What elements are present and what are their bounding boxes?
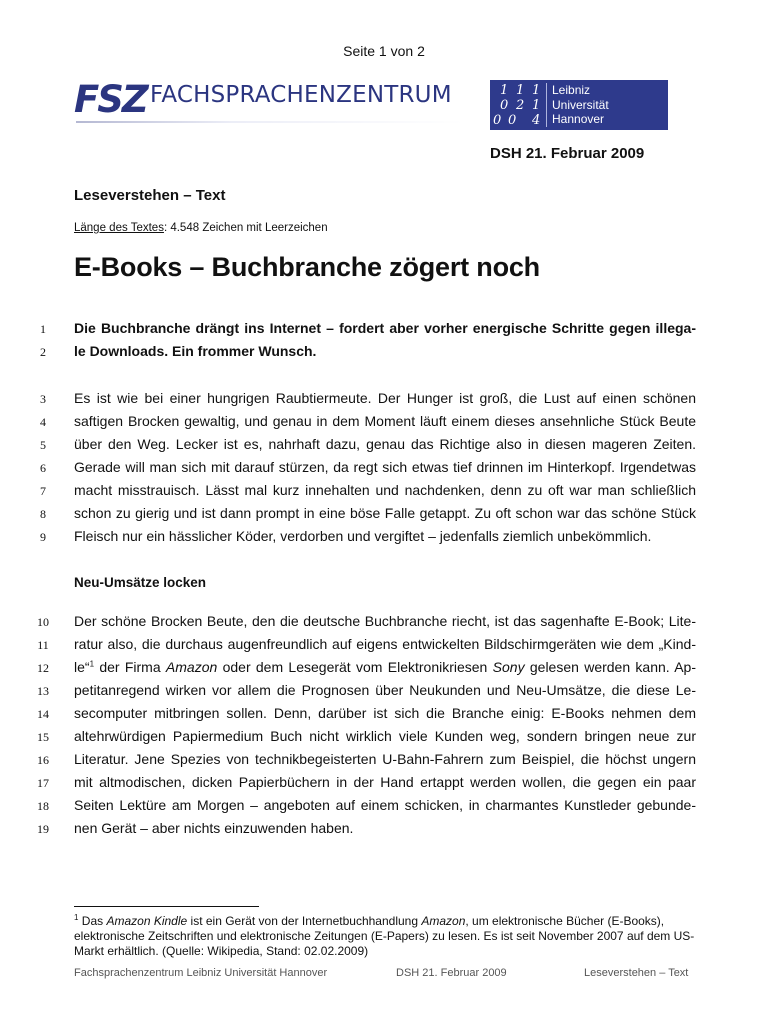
luh-digit: 0 [493, 113, 502, 128]
body-line: schon zu gierig und ist dann prompt in eine böse Falle getappt. Zu oft schon war das schöne Stück [74, 505, 696, 521]
luh-digit: 2 [516, 98, 525, 113]
footer-date: DSH 21. Februar 2009 [396, 967, 507, 979]
luh-logo-line: Hannover [552, 112, 605, 126]
line-part: gelesen werden kann. Ap- [524, 659, 696, 675]
lead-line: Die Buchbranche drängt ins Internet – fordert aber vorher energische Schritte gegen illega- [74, 320, 696, 336]
line-part-italic: Amazon [165, 659, 218, 675]
line-number: 18 [37, 799, 49, 813]
luh-logo-line: Leibniz [552, 83, 591, 97]
line-number: 16 [37, 753, 49, 767]
leibniz-university-logo [490, 80, 668, 130]
line-number: 11 [37, 638, 49, 652]
footer-section: Leseverstehen – Text [584, 967, 689, 979]
luh-logo-digits [490, 80, 546, 130]
body-line: nen Gerät – aber nichts einzuwenden haben. [74, 820, 354, 836]
luh-digit: 0 [508, 113, 517, 128]
body-line: Der schöne Brocken Beute, den die deutsche Buchbranche riecht, ist das sagenhafte E-Book; Lite- [74, 613, 696, 629]
body-line: macht misstrauisch. Lässt mal kurz innehalten und nachdenken, denn zu oft war man schließlich [74, 482, 696, 498]
body-line: Es ist wie bei einer hungrigen Raubtiermeute. Der Hunger ist groß, die Lust auf einen schönen [74, 390, 696, 406]
line-number: 19 [37, 822, 49, 836]
line-part: le“ [74, 659, 90, 675]
body-line [74, 659, 696, 675]
fsz-logo-name: FACHSPRACHENZENTRUM [150, 82, 452, 108]
line-number: 9 [40, 530, 46, 544]
body-line: Seiten Lektüre am Morgen – angeboten auf einem schicken, in charmantes Kunstleder gebunde- [74, 797, 696, 813]
footnote-divider [74, 906, 259, 907]
luh-logo-text [552, 83, 609, 127]
footnote [74, 910, 696, 959]
line-number: 8 [40, 507, 46, 521]
lead-line: le Downloads. Ein frommer Wunsch. [74, 343, 317, 359]
text-length-value: : 4.548 Zeichen mit Leerzeichen [163, 222, 328, 234]
luh-digit: 1 [500, 83, 509, 98]
line-number: 5 [40, 438, 46, 452]
line-number: 2 [40, 345, 46, 359]
exam-date: DSH 21. Februar 2009 [490, 145, 645, 162]
footnote-text-italic: Amazon Kindle [106, 914, 188, 928]
footnote-reference[interactable]: 1 [89, 659, 95, 669]
line-number: 12 [37, 661, 49, 675]
body-line: secomputer mitbringen sollen. Denn, darüber ist sich die Branche einig: E-Books nehmen dem [74, 705, 696, 721]
subheading: Neu-Umsätze locken [74, 575, 207, 590]
body-line: ratur also, die durchaus augenfreundlich auf eigens entwickelten Bildschirmgeräten wie dem „Kind- [74, 636, 696, 652]
footnote-text: , um elektronische Bücher (E-Books), elektronische Zeitschriften und elektronische Zeitungen (E-Papers) zu lesen. Es ist seit November 2007 auf dem US-Markt erhältlich. (Quelle: Wikipedia, Stand: 02.02.2009) [74, 914, 695, 958]
line-number: 4 [40, 415, 46, 429]
article-title: E-Books – Buchbranche zögert noch [74, 252, 540, 282]
line-number: 1 [40, 322, 46, 336]
line-part: der Firma [94, 659, 166, 675]
body-line: petitanregend wirken vor allem die Prognosen über Neukunden und Neu-Umsätze, die diese Le- [74, 682, 696, 698]
line-number: 13 [37, 684, 49, 698]
body-line: Literatur. Jene Spezies von technikbegeisterten U-Bahn-Fahrern zum Beispiel, die höchst ungern [74, 751, 696, 767]
line-number: 6 [40, 461, 46, 475]
body-line: mit altmodischen, dicken Papierbüchern in der Hand ertappt werden wollen, die gegen ein paar [74, 774, 696, 790]
luh-logo-divider [546, 83, 547, 127]
luh-digit: 0 [500, 98, 509, 113]
text-length-label: Länge des Textes [74, 222, 164, 234]
fsz-logo-underline [76, 121, 464, 123]
body-line: saftigen Brocken gewaltig, und genau in dem Moment läuft einem dieses ansehnliche Stück Beute [74, 413, 696, 429]
line-part: oder dem Lesegerät vom Elektronikriesen [217, 659, 493, 675]
body-line: Fleisch nur ein hässlicher Köder, verdorben und vergiftet – jedenfalls ziemlich unbekömmlich. [74, 528, 652, 544]
footer-institution: Fachsprachenzentrum Leibniz Universität Hannover [74, 967, 328, 979]
section-label: Leseverstehen – Text [74, 187, 226, 204]
fsz-logo-mark: FSZ [74, 78, 147, 121]
luh-digit: 1 [516, 83, 525, 98]
body-line: altehrwürdigen Papiermedium Buch nicht wirklich viele Kunden weg, sondern bringen neue zur [74, 728, 696, 744]
footnote-marker: 1 [74, 913, 79, 922]
line-number: 3 [40, 392, 46, 406]
line-part-italic: Sony [492, 659, 525, 675]
luh-digit: 4 [532, 113, 541, 128]
footnote-text-italic: Amazon [421, 914, 466, 928]
line-number: 15 [37, 730, 49, 744]
line-number: 17 [37, 776, 49, 790]
line-number: 14 [37, 707, 49, 721]
luh-logo-line: Universität [552, 97, 609, 112]
body-line: über den Weg. Lecker ist es, nahrhaft dazu, genau das Richtige also in diesen mageren Zeiten. [74, 436, 696, 452]
line-number: 10 [37, 615, 49, 629]
text-length-info [74, 222, 328, 234]
footnote-text: Das [78, 914, 107, 928]
luh-digit: 1 [532, 83, 541, 98]
fsz-logo [74, 80, 464, 128]
body-line: Gerade will man sich mit darauf stürzen, da regt sich etwas tief drinnen im Hinterkopf. Irgendetwas [74, 459, 696, 475]
footnote-text: ist ein Gerät von der Internetbuchhandlung [187, 914, 422, 928]
luh-digit: 1 [532, 98, 541, 113]
page-number: Seite 1 von 2 [343, 43, 425, 59]
line-number: 7 [40, 484, 46, 498]
